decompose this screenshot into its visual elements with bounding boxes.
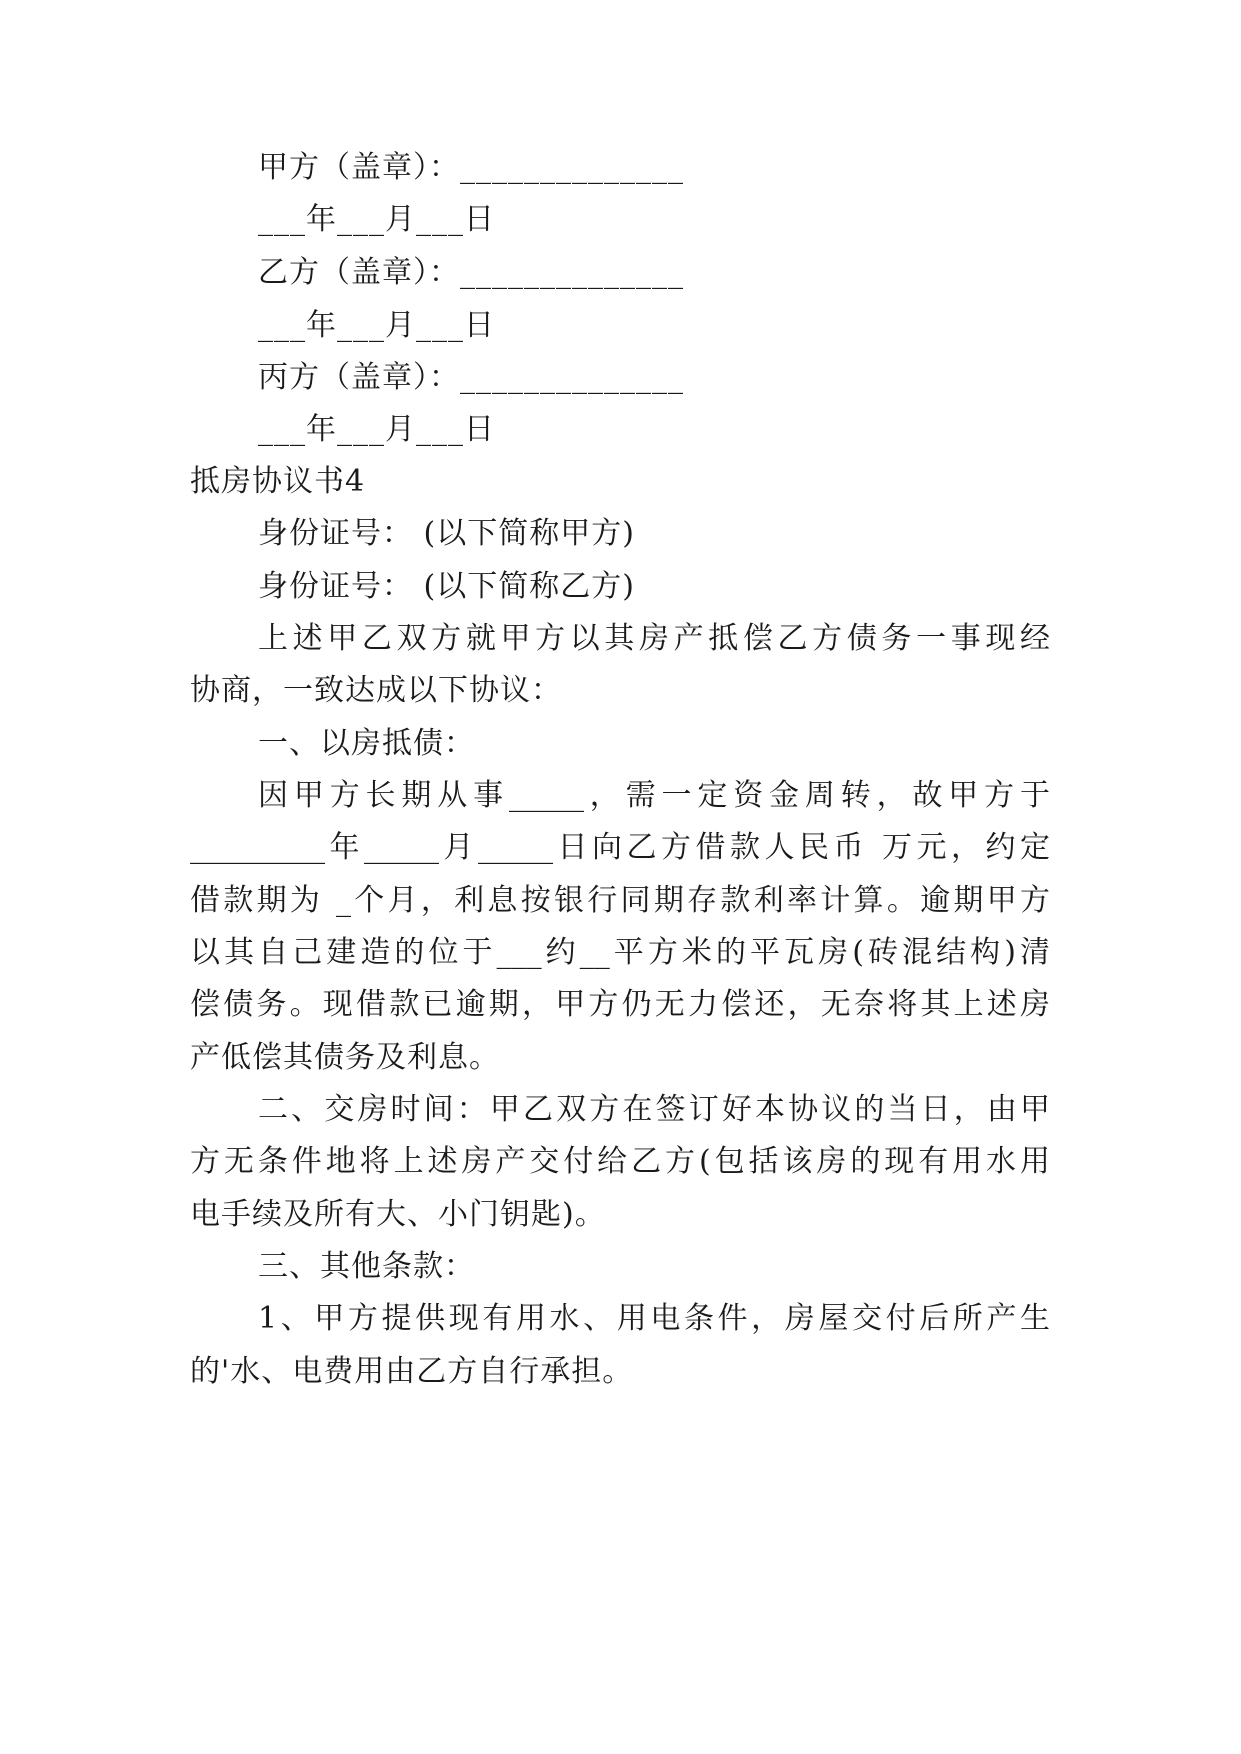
clause-1-line-2: _________年_____月_____日向乙方借款人民币 万元，约定 bbox=[190, 830, 1050, 865]
clause-2-line-2: 方无条件地将上述房产交付给乙方(包括该房的现有用水用 bbox=[190, 1144, 1050, 1179]
party-a-seal-line: 甲方（盖章）：______________ bbox=[258, 150, 684, 185]
clause-1-line-5: 偿债务。现借款已逾期，甲方仍无力偿还，无奈将其上述房 bbox=[190, 987, 1050, 1022]
id-line-party-b: 身份证号： (以下简称乙方) bbox=[258, 569, 635, 604]
party-b-date-line: ___年___月___日 bbox=[258, 308, 495, 343]
clause-3-heading: 三、其他条款： bbox=[258, 1249, 475, 1284]
clause-3-line-2: 的'水、电费用由乙方自行承担。 bbox=[190, 1354, 634, 1389]
clause-1-line-4: 以其自己建造的位于___约__平方米的平瓦房(砖混结构)清 bbox=[190, 935, 1050, 970]
party-a-date-line: ___年___月___日 bbox=[258, 202, 495, 237]
clause-2-line-3: 电手续及所有大、小门钥匙)。 bbox=[190, 1197, 606, 1232]
clause-1-line-3: 借款期为 _个月，利息按银行同期存款利率计算。逾期甲方 bbox=[190, 883, 1050, 918]
intro-line-1: 上述甲乙双方就甲方以其房产抵偿乙方债务一事现经 bbox=[258, 621, 1050, 656]
clause-2-line-1: 二、交房时间：甲乙双方在签订好本协议的当日，由甲 bbox=[258, 1092, 1050, 1127]
party-b-seal-line: 乙方（盖章）：______________ bbox=[258, 255, 684, 290]
id-line-party-a: 身份证号： (以下简称甲方) bbox=[258, 516, 635, 551]
section-title: 抵房协议书4 bbox=[190, 464, 366, 499]
party-c-date-line: ___年___月___日 bbox=[258, 412, 495, 447]
clause-1-heading: 一、以房抵债： bbox=[258, 726, 475, 761]
intro-line-2: 协商，一致达成以下协议： bbox=[190, 673, 562, 708]
clause-1-line-1: 因甲方长期从事_____，需一定资金周转，故甲方于 bbox=[258, 778, 1050, 813]
party-c-seal-line: 丙方（盖章）：______________ bbox=[258, 360, 684, 395]
clause-1-line-6: 产低偿其债务及利息。 bbox=[190, 1040, 500, 1075]
clause-3-line-1: 1、甲方提供现有用水、用电条件，房屋交付后所产生 bbox=[258, 1301, 1050, 1336]
